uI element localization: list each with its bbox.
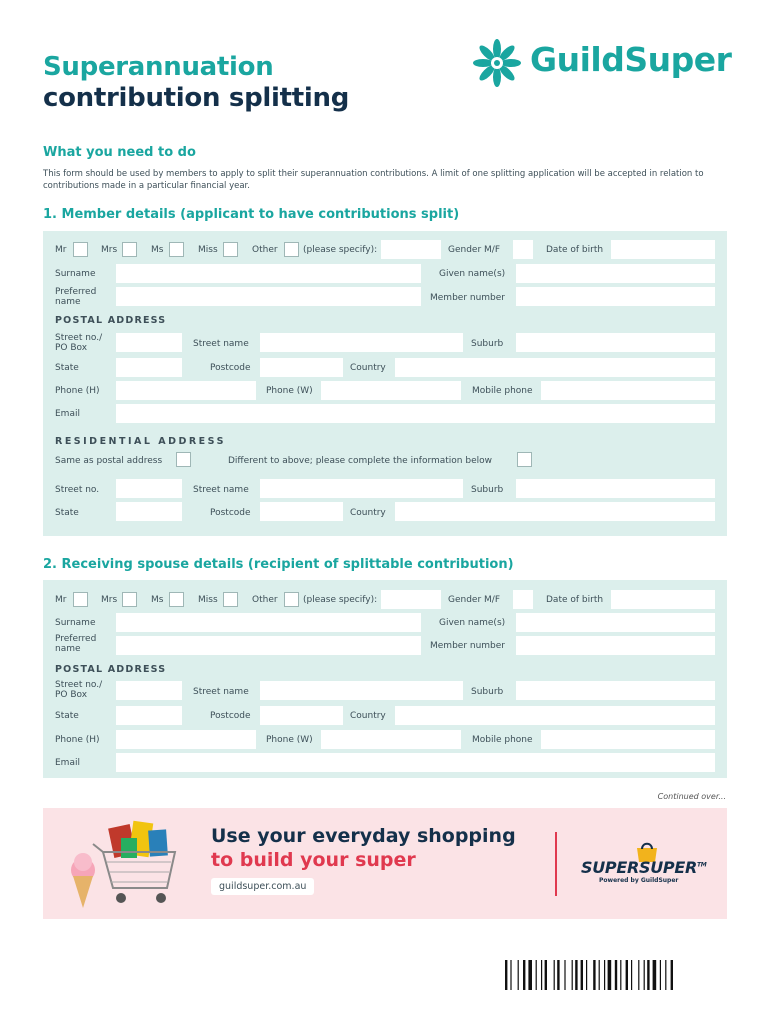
other-checkbox[interactable] xyxy=(284,242,299,257)
banner-line-1: Use your everyday shopping xyxy=(211,825,516,847)
logo-wordmark xyxy=(530,40,731,79)
form-title xyxy=(43,52,349,114)
spouse-state-label: State xyxy=(55,711,79,721)
phone-h-label: Phone (H) xyxy=(55,386,100,396)
banner-headline xyxy=(211,824,516,872)
spouse-mrs-checkbox[interactable] xyxy=(122,592,137,607)
same-as-postal-checkbox[interactable] xyxy=(176,452,191,467)
residential-country-label: Country xyxy=(350,508,386,518)
spouse-preferred-name-field[interactable] xyxy=(116,636,421,655)
spouse-phone-w-label: Phone (W) xyxy=(266,735,313,745)
street-po-field[interactable] xyxy=(116,333,182,352)
spouse-mrs-label: Mrs xyxy=(101,595,118,605)
spouse-given-names-label: Given name(s) xyxy=(439,618,506,628)
phone-w-label: Phone (W) xyxy=(266,386,313,396)
spouse-ms-label: Ms xyxy=(151,595,164,605)
spouse-country-field[interactable] xyxy=(395,706,715,725)
spouse-postcode-label: Postcode xyxy=(210,711,251,721)
gender-label: Gender M/F xyxy=(448,245,501,255)
member-details-panel xyxy=(43,231,727,536)
suburb-field[interactable] xyxy=(516,333,715,352)
ms-label: Ms xyxy=(151,245,164,255)
mr-checkbox[interactable] xyxy=(73,242,88,257)
postcode-label: Postcode xyxy=(210,363,251,373)
spouse-miss-label: Miss xyxy=(198,595,218,605)
same-as-postal-label: Same as postal address xyxy=(55,456,163,466)
supersuper-logo xyxy=(581,858,706,884)
miss-label: Miss xyxy=(198,245,218,255)
spouse-country-label: Country xyxy=(350,711,386,721)
spouse-given-names-field[interactable] xyxy=(516,613,715,632)
what-you-need-heading: What you need to do xyxy=(43,145,196,160)
spouse-postal-address-heading: POSTAL ADDRESS xyxy=(55,664,167,675)
spouse-member-number-label: Member number xyxy=(430,641,506,651)
different-checkbox[interactable] xyxy=(517,452,532,467)
mobile-field[interactable] xyxy=(541,381,715,400)
country-field[interactable] xyxy=(395,358,715,377)
email-field[interactable] xyxy=(116,404,715,423)
surname-label: Surname xyxy=(55,269,96,279)
different-label: Different to above; please complete the information below xyxy=(228,456,492,466)
spouse-miss-checkbox[interactable] xyxy=(223,592,238,607)
residential-street-name-label: Street name xyxy=(193,485,249,495)
spouse-ms-checkbox[interactable] xyxy=(169,592,184,607)
spouse-surname-label: Surname xyxy=(55,618,96,628)
section-1-heading: 1. Member details (applicant to have contributions split) xyxy=(43,207,460,222)
intro-text: This form should be used by members to apply to split their superannuation contributions. A limit of one splitting application will be accepted in relation to contributions made in a particular financial year. xyxy=(43,169,704,191)
logo-text-super: Super xyxy=(624,40,732,79)
spouse-other-title-field[interactable] xyxy=(381,590,441,609)
continued-over-note: Continued over... xyxy=(657,792,726,801)
residential-postcode-field[interactable] xyxy=(260,502,343,521)
promo-banner[interactable] xyxy=(43,808,727,919)
residential-street-no-field[interactable] xyxy=(116,479,182,498)
surname-field[interactable] xyxy=(116,264,421,283)
barcode xyxy=(505,960,727,990)
preferred-name-label: Preferred name xyxy=(55,287,97,307)
spouse-other-label: Other xyxy=(252,595,278,605)
spouse-mobile-label: Mobile phone xyxy=(472,735,533,745)
powered-by-text: Powered by GuildSuper xyxy=(599,877,679,884)
spouse-phone-h-field[interactable] xyxy=(116,730,256,749)
phone-h-field[interactable] xyxy=(116,381,256,400)
trademark-mark: TM xyxy=(697,861,707,869)
member-number-field[interactable] xyxy=(516,287,715,306)
postal-address-heading: POSTAL ADDRESS xyxy=(55,315,167,326)
state-label: State xyxy=(55,363,79,373)
residential-postcode-label: Postcode xyxy=(210,508,251,518)
residential-suburb-field[interactable] xyxy=(516,479,715,498)
spouse-suburb-label: Suburb xyxy=(471,687,504,697)
preferred-name-field[interactable] xyxy=(116,287,421,306)
state-field[interactable] xyxy=(116,358,182,377)
spouse-mobile-field[interactable] xyxy=(541,730,715,749)
gender-field[interactable] xyxy=(513,240,533,259)
spouse-phone-h-label: Phone (H) xyxy=(55,735,100,745)
mrs-checkbox[interactable] xyxy=(122,242,137,257)
street-name-field[interactable] xyxy=(260,333,463,352)
spouse-email-label: Email xyxy=(55,758,80,768)
member-number-label: Member number xyxy=(430,293,506,303)
spouse-street-po-field[interactable] xyxy=(116,681,182,700)
spouse-mr-label: Mr xyxy=(55,595,67,605)
section-2-heading: 2. Receiving spouse details (recipient of splittable contribution) xyxy=(43,557,514,572)
spouse-gender-label: Gender M/F xyxy=(448,595,501,605)
miss-checkbox[interactable] xyxy=(223,242,238,257)
street-name-label: Street name xyxy=(193,339,249,349)
residential-state-label: State xyxy=(55,508,79,518)
spouse-phone-w-field[interactable] xyxy=(321,730,461,749)
banner-url[interactable]: guildsuper.com.au xyxy=(211,878,314,895)
spouse-street-name-label: Street name xyxy=(193,687,249,697)
dob-field[interactable] xyxy=(611,240,715,259)
mrs-label: Mrs xyxy=(101,245,118,255)
shopping-cart-icon xyxy=(63,812,203,917)
spouse-details-panel xyxy=(43,580,727,778)
title-line-1: Superannuation xyxy=(43,52,274,82)
mr-label: Mr xyxy=(55,245,67,255)
spouse-suburb-field[interactable] xyxy=(516,681,715,700)
given-names-label: Given name(s) xyxy=(439,269,506,279)
spouse-preferred-name-label: Preferred name xyxy=(55,634,97,654)
spouse-street-name-field[interactable] xyxy=(260,681,463,700)
spouse-member-number-field[interactable] xyxy=(516,636,715,655)
spouse-email-field[interactable] xyxy=(116,753,715,772)
please-specify-label: (please specify): xyxy=(303,245,378,255)
phone-w-field[interactable] xyxy=(321,381,461,400)
street-po-label: Street no./ PO Box xyxy=(55,333,103,353)
title-line-2: contribution splitting xyxy=(43,83,350,113)
suburb-label: Suburb xyxy=(471,339,504,349)
ms-checkbox[interactable] xyxy=(169,242,184,257)
postcode-field[interactable] xyxy=(260,358,343,377)
residential-address-heading: RESIDENTIAL ADDRESS xyxy=(55,436,226,447)
banner-divider xyxy=(555,832,557,896)
spouse-dob-label: Date of birth xyxy=(546,595,604,605)
other-label: Other xyxy=(252,245,278,255)
residential-country-field[interactable] xyxy=(395,502,715,521)
spouse-gender-field[interactable] xyxy=(513,590,533,609)
guildsuper-logo xyxy=(470,36,732,92)
spouse-state-field[interactable] xyxy=(116,706,182,725)
flower-logo-icon xyxy=(470,36,524,90)
dob-label: Date of birth xyxy=(546,245,604,255)
spouse-dob-field[interactable] xyxy=(611,590,715,609)
residential-street-name-field[interactable] xyxy=(260,479,463,498)
mobile-label: Mobile phone xyxy=(472,386,533,396)
spouse-please-specify-label: (please specify): xyxy=(303,595,378,605)
residential-state-field[interactable] xyxy=(116,502,182,521)
spouse-street-po-label: Street no./ PO Box xyxy=(55,680,103,700)
country-label: Country xyxy=(350,363,386,373)
logo-text-guild: Guild xyxy=(530,40,625,79)
spouse-other-checkbox[interactable] xyxy=(284,592,299,607)
banner-line-2: to build your super xyxy=(211,849,416,871)
residential-suburb-label: Suburb xyxy=(471,485,504,495)
other-title-field[interactable] xyxy=(381,240,441,259)
residential-street-no-label: Street no. xyxy=(55,485,100,495)
supersuper-wordmark: SUPERSUPER xyxy=(581,858,697,877)
email-label: Email xyxy=(55,409,80,419)
spouse-mr-checkbox[interactable] xyxy=(73,592,88,607)
spouse-postcode-field[interactable] xyxy=(260,706,343,725)
spouse-surname-field[interactable] xyxy=(116,613,421,632)
given-names-field[interactable] xyxy=(516,264,715,283)
